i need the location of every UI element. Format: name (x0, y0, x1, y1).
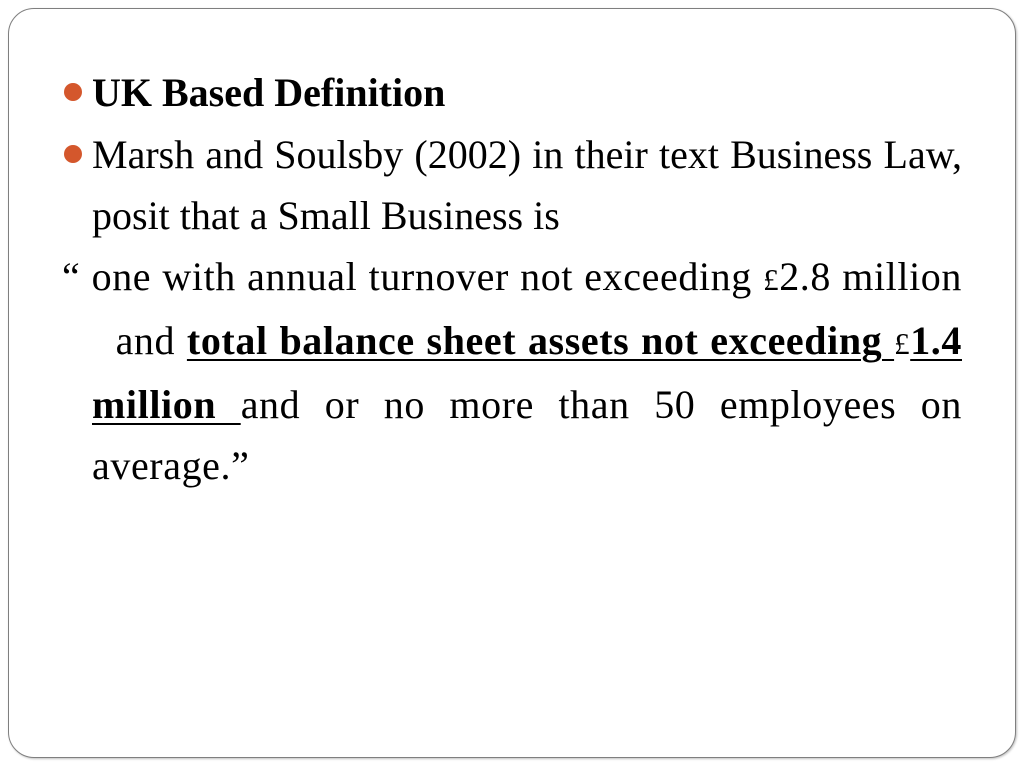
bullet-dot-icon (64, 145, 82, 163)
quote-connector-text: and (92, 318, 187, 363)
bullet-item-heading (92, 62, 962, 123)
citation-text: Marsh and Soulsby (2002) in their text Business Law, posit that a Small Business is (92, 132, 962, 238)
assets-amount: 1.4 million (92, 318, 962, 427)
bullet-dot-icon (64, 83, 82, 101)
bullet-item-citation (92, 124, 962, 246)
turnover-currency-symbol: £ (763, 262, 780, 297)
slide-body (62, 62, 962, 496)
turnover-amount: 2.8 million (779, 254, 962, 299)
assets-criterion-text: total balance sheet assets not exceeding (186, 318, 895, 363)
quote-open-text: “ one with annual turnover not exceeding (62, 254, 764, 299)
definition-quote (62, 246, 962, 496)
quote-close-text: and or no more than 50 employees on average.” (92, 382, 962, 488)
heading-text: UK Based Definition (92, 70, 446, 115)
assets-currency-symbol: £ (894, 326, 911, 361)
